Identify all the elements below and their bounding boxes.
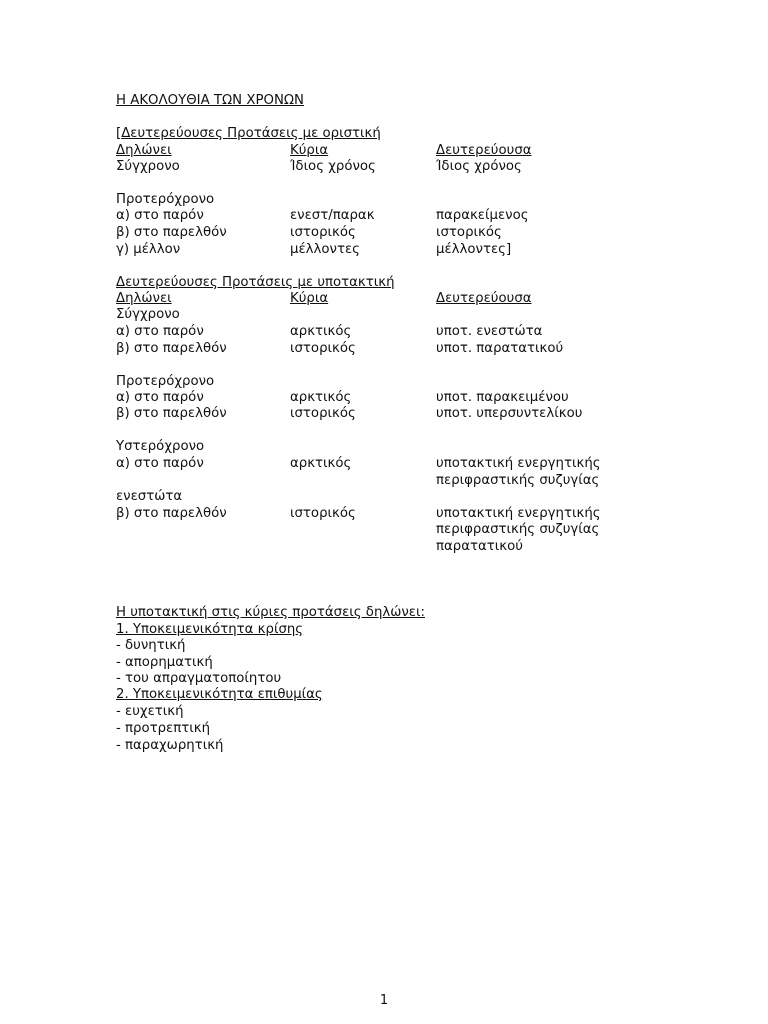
group-heading-wish: 2. Υποκειμενικότητα επιθυμίας — [116, 687, 323, 702]
list-item: - ευχετική — [116, 704, 184, 719]
column-header-main: Κύρια — [290, 291, 329, 306]
row-subordinate: παρατατικού — [436, 539, 523, 554]
row-subordinate: υποτ. παρατατικού — [436, 341, 564, 356]
row-main: ενεστ/παρακ — [290, 208, 375, 223]
row-label: Προτερόχρονο — [116, 374, 215, 389]
row-subordinate: μέλλοντες] — [436, 242, 512, 257]
row-label: β) στο παρελθόν — [116, 406, 227, 421]
indicative-heading: [Δευτερεύουσες Προτάσεις με οριστική — [116, 126, 381, 141]
row-subordinate: υποτ. υπερσυντελίκου — [436, 406, 583, 421]
row-label: Υστερόχρονο — [116, 439, 205, 454]
column-header-subordinate: Δευτερεύουσα — [436, 291, 532, 306]
row-subordinate: υποτ. παρακειμένου — [436, 390, 569, 405]
list-item: - δυνητική — [116, 638, 186, 653]
row-subordinate: υποτ. ενεστώτα — [436, 324, 543, 339]
row-label: α) στο παρόν — [116, 324, 204, 339]
row-label: ενεστώτα — [116, 489, 183, 504]
list-item: - προτρεπτική — [116, 721, 211, 736]
row-subordinate: Ίδιος χρόνος — [436, 159, 522, 174]
row-subordinate: ιστορικός — [436, 225, 502, 240]
document-title: Η ΑΚΟΛΟΥΘΙΑ ΤΩΝ ΧΡΟΝΩΝ — [116, 93, 305, 108]
row-subordinate: περιφραστικής συζυγίας — [436, 473, 600, 488]
row-main: Ίδιος χρόνος — [290, 159, 376, 174]
main-clauses-heading: Η υποτακτική στις κύριες προτάσεις δηλώνει: — [116, 605, 425, 620]
column-header-subordinate: Δευτερεύουσα — [436, 143, 532, 158]
row-main: ιστορικός — [290, 225, 356, 240]
list-item: - του απραγματοποίητου — [116, 671, 282, 686]
row-label: β) στο παρελθόν — [116, 506, 227, 521]
page-number: 1 — [379, 993, 389, 1008]
subjunctive-heading: Δευτερεύουσες Προτάσεις με υποτακτική — [116, 275, 395, 290]
row-label: α) στο παρόν — [116, 456, 204, 471]
row-label: Σύγχρονο — [116, 307, 180, 322]
row-label: β) στο παρελθόν — [116, 341, 227, 356]
column-header-main: Κύρια — [290, 143, 329, 158]
group-heading-judgement: 1. Υποκειμενικότητα κρίσης — [116, 622, 304, 637]
row-main: αρκτικός — [290, 324, 352, 339]
row-main: αρκτικός — [290, 390, 352, 405]
row-label: β) στο παρελθόν — [116, 225, 227, 240]
row-main: μέλλοντες — [290, 242, 360, 257]
column-header-denotes: Δηλώνει — [116, 143, 172, 158]
row-label: Σύγχρονο — [116, 159, 180, 174]
list-item: - απορηματική — [116, 655, 213, 670]
row-main: ιστορικός — [290, 506, 356, 521]
row-main: ιστορικός — [290, 406, 356, 421]
row-subordinate: παρακείμενος — [436, 208, 529, 223]
row-label: γ) μέλλον — [116, 242, 181, 257]
row-main: ιστορικός — [290, 341, 356, 356]
row-main: αρκτικός — [290, 456, 352, 471]
row-subordinate: υποτακτική ενεργητικής — [436, 506, 601, 521]
column-header-denotes: Δηλώνει — [116, 291, 172, 306]
row-subordinate: υποτακτική ενεργητικής — [436, 456, 601, 471]
list-item: - παραχωρητική — [116, 738, 224, 753]
row-label: α) στο παρόν — [116, 208, 204, 223]
row-subordinate: περιφραστικής συζυγίας — [436, 522, 600, 537]
row-label: α) στο παρόν — [116, 390, 204, 405]
row-label: Προτερόχρονο — [116, 192, 215, 207]
